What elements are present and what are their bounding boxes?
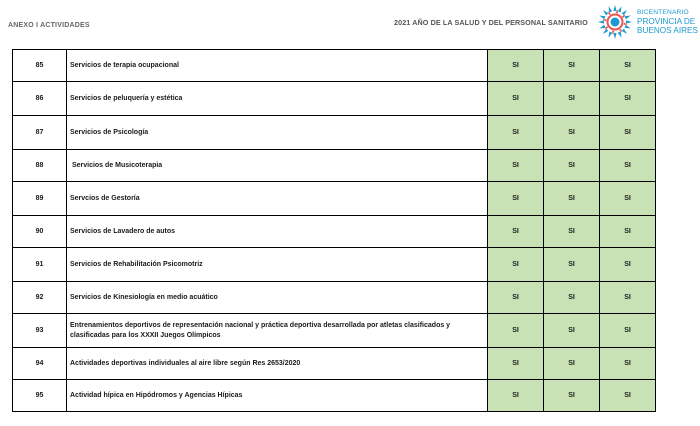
table-row <box>13 248 656 282</box>
status-cell: SI <box>488 380 544 412</box>
status-cell: SI <box>600 348 656 380</box>
activity-name: Servicios de Psicología <box>67 116 488 150</box>
activity-name: Actividades deportivas individuales al aire libre según Res 2653/2020 <box>67 348 488 380</box>
status-cell: SI <box>488 216 544 248</box>
page-header <box>0 0 700 44</box>
brand-text <box>637 10 698 35</box>
row-number: 86 <box>13 82 67 116</box>
sun-emblem-icon <box>597 4 633 40</box>
status-cell: SI <box>600 380 656 412</box>
row-number: 94 <box>13 348 67 380</box>
status-cell: SI <box>488 50 544 82</box>
row-number: 93 <box>13 314 67 348</box>
activity-name: Servicios de Lavadero de autos <box>67 216 488 248</box>
table-row <box>13 216 656 248</box>
status-cell: SI <box>544 216 600 248</box>
status-cell: SI <box>488 150 544 182</box>
table-row <box>13 50 656 82</box>
status-cell: SI <box>600 150 656 182</box>
status-cell: SI <box>600 50 656 82</box>
status-cell: SI <box>544 182 600 216</box>
status-cell: SI <box>600 216 656 248</box>
year-title: 2021 AÑO DE LA SALUD Y DEL PERSONAL SANITARIO <box>394 18 588 27</box>
status-cell: SI <box>488 282 544 314</box>
status-cell: SI <box>488 248 544 282</box>
table-row <box>13 380 656 412</box>
status-cell: SI <box>488 314 544 348</box>
status-cell: SI <box>600 282 656 314</box>
activity-name: Servicios de Musicoterapia <box>67 150 488 182</box>
status-cell: SI <box>488 348 544 380</box>
status-cell: SI <box>600 248 656 282</box>
status-cell: SI <box>488 82 544 116</box>
status-cell: SI <box>488 116 544 150</box>
status-cell: SI <box>544 314 600 348</box>
row-number: 89 <box>13 182 67 216</box>
activity-name: Servicios de peluquería y estética <box>67 82 488 116</box>
row-number: 92 <box>13 282 67 314</box>
status-cell: SI <box>544 150 600 182</box>
brand-line-2: PROVINCIA DE <box>637 16 696 26</box>
status-cell: SI <box>544 380 600 412</box>
activity-name: Servicios de Kinesiología en medio acuático <box>67 282 488 314</box>
status-cell: SI <box>544 116 600 150</box>
row-number: 88 <box>13 150 67 182</box>
status-cell: SI <box>544 82 600 116</box>
table-row <box>13 116 656 150</box>
status-cell: SI <box>600 314 656 348</box>
status-cell: SI <box>600 116 656 150</box>
row-number: 91 <box>13 248 67 282</box>
activities-table <box>12 49 656 412</box>
table-row <box>13 314 656 348</box>
activity-name: Servcios de Gestoría <box>67 182 488 216</box>
table-row <box>13 150 656 182</box>
status-cell: SI <box>544 248 600 282</box>
table-row <box>13 182 656 216</box>
brand-line-1: BICENTENARIO <box>637 9 689 16</box>
annex-title: ANEXO I ACTIVIDADES <box>8 22 90 29</box>
table-row <box>13 348 656 380</box>
row-number: 87 <box>13 116 67 150</box>
row-number: 85 <box>13 50 67 82</box>
activity-name: Servicios de terapia ocupacional <box>67 50 488 82</box>
activity-name: Servicios de Rehabilitación Psicomotriz <box>67 248 488 282</box>
status-cell: SI <box>600 182 656 216</box>
status-cell: SI <box>544 282 600 314</box>
activity-name: Entrenamientos deportivos de representación nacional y práctica deportiva desarrollada por atletas clasificados y clasificadas para los XXXII Juegos Olímpicos <box>67 314 488 348</box>
row-number: 95 <box>13 380 67 412</box>
brand-line-3: BUENOS AIRES <box>637 25 698 35</box>
status-cell: SI <box>488 182 544 216</box>
status-cell: SI <box>544 348 600 380</box>
row-number: 90 <box>13 216 67 248</box>
activity-name: Actividad hípica en Hipódromos y Agencias Hípicas <box>67 380 488 412</box>
status-cell: SI <box>600 82 656 116</box>
table-row <box>13 82 656 116</box>
status-cell: SI <box>544 50 600 82</box>
table-row <box>13 282 656 314</box>
